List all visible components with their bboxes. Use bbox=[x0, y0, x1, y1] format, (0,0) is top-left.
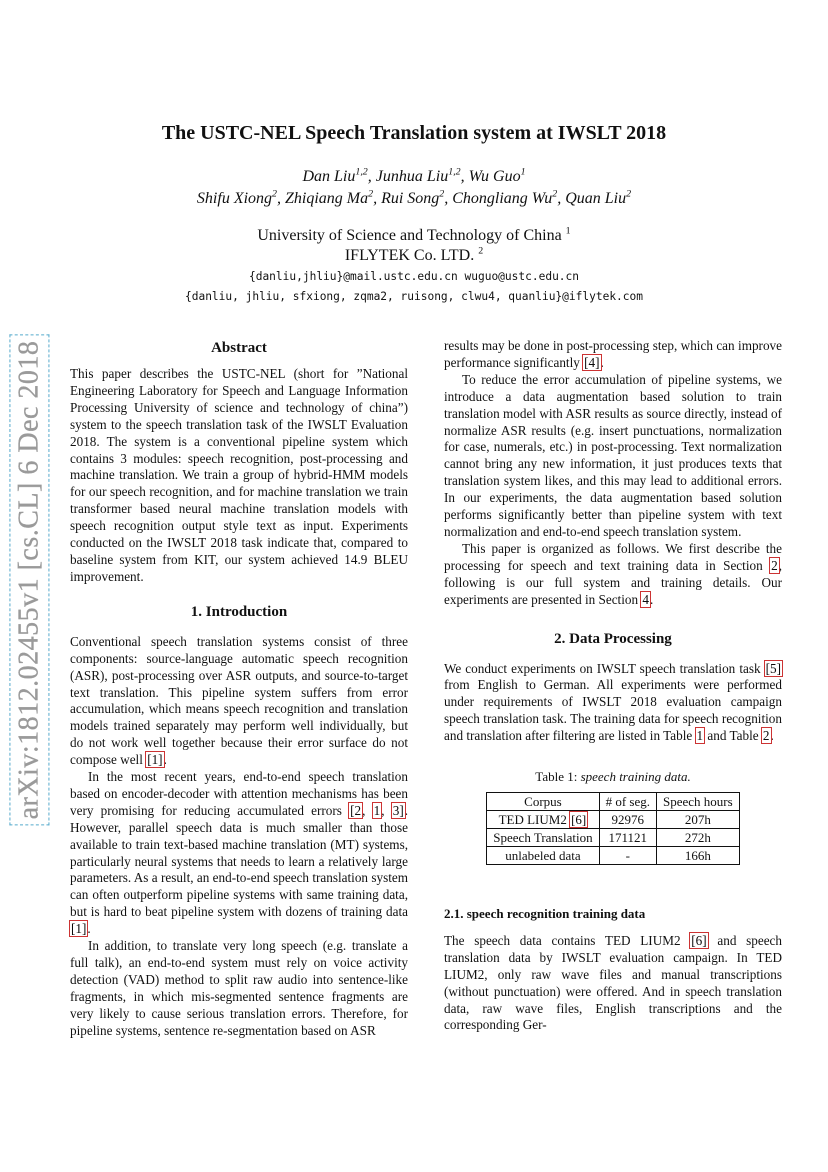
text-run: , bbox=[381, 802, 392, 818]
author-affil: 1,2 bbox=[448, 166, 461, 178]
table-cell-segments: - bbox=[599, 846, 656, 864]
table-row bbox=[487, 846, 739, 864]
author-sep: , bbox=[276, 190, 285, 207]
text-run: . bbox=[770, 728, 774, 744]
author-name: Zhiqiang Ma bbox=[284, 190, 369, 207]
citation-link[interactable]: [5] bbox=[765, 660, 781, 676]
column-header: Corpus bbox=[487, 792, 599, 810]
citation-link[interactable]: [1] bbox=[147, 752, 163, 768]
table-cell-hours: 166h bbox=[657, 846, 740, 864]
intro-paragraph-1 bbox=[70, 634, 408, 769]
intro-paragraph-4: To reduce the error accumulation of pipeline systems, we introduce a data augmentation based solution to train translation model with ASR results as source directly, instead of normalize ASR results (e.g. insert punctuations, normalization for case, numerals, etc.) in post-processing. Text normalization cannot bring any new information, it just produces texts that translation system likes, and this may lead to additional errors. In our experiments, the data augmentation based solution performs significantly better than pipeline system with text normalization and end-to-end speech translation system. bbox=[444, 371, 782, 539]
text-run: . bbox=[163, 752, 167, 768]
text-run: . bbox=[600, 354, 604, 370]
affiliation bbox=[0, 246, 828, 266]
author-sep: , bbox=[373, 190, 382, 207]
table-row bbox=[487, 828, 739, 846]
intro-paragraph-3: In addition, to translate very long speech (e.g. translate a full talk), an end-to-end system must rely on voice activity detection (VAD) method to split raw audio into sentence-like fragments, in which mis-segmented sentence fragments are very likely to cause serious translation errors. Therefore, for pipeline systems, sentence re-segmentation based on ASR bbox=[70, 938, 408, 1038]
table-cell-hours: 272h bbox=[657, 828, 740, 846]
arxiv-stamp bbox=[2, 340, 56, 820]
data-processing-paragraph bbox=[444, 661, 782, 746]
citation-link[interactable]: [6] bbox=[571, 811, 587, 827]
author-name: Junhua Liu bbox=[375, 168, 449, 185]
table-cell-segments: 171121 bbox=[599, 828, 656, 846]
email-line[interactable]: {danliu, jhliu, sfxiong, zqma2, ruisong, clwu4, quanliu}@iflytek.com bbox=[184, 290, 643, 303]
author-line-1 bbox=[0, 166, 828, 188]
text-run: , following is our full system and training details. Our experiments are presented in Section bbox=[444, 557, 782, 607]
affiliation-mark: 2 bbox=[478, 245, 484, 257]
author-sep: , bbox=[557, 190, 566, 207]
author-affil: 2 bbox=[272, 188, 277, 200]
text-run: . bbox=[649, 591, 654, 607]
intro-paragraph-5 bbox=[444, 541, 782, 609]
table-cell-corpus: unlabeled data bbox=[487, 846, 599, 864]
citation-link[interactable]: [4] bbox=[584, 354, 600, 370]
table-row bbox=[487, 810, 739, 828]
column-header: Speech hours bbox=[657, 792, 740, 810]
affiliation-name: University of Science and Technology of China bbox=[257, 227, 562, 244]
text-run: . However, parallel speech data is much smaller than those available to train text-based machine translation (MT) systems, particularly neural systems that needs to learn a relatively large parameters. As a result, an end-to-end speech translation system can often outperform pipeline systems with same training data, but is hard to beat pipeline system with dozens of training data bbox=[70, 802, 409, 920]
intro-paragraph-2 bbox=[70, 769, 408, 938]
caption-text: speech training data. bbox=[580, 769, 691, 785]
table-header-row bbox=[487, 792, 739, 810]
citation-link[interactable]: [2 bbox=[350, 802, 362, 818]
citation-link[interactable]: [6] bbox=[691, 932, 707, 948]
arxiv-stamp-text[interactable]: arXiv:1812.02455v1 [cs.CL] 6 Dec 2018 bbox=[13, 340, 45, 820]
author-name: Quan Liu bbox=[565, 190, 627, 207]
author-name: Dan Liu bbox=[302, 168, 356, 185]
author-affil: 2 bbox=[626, 188, 632, 200]
text-run: This paper is organized as follows. We first describe the processing for speech and text training data in Section bbox=[444, 540, 782, 573]
left-column bbox=[70, 338, 408, 1040]
table-cell-corpus bbox=[487, 810, 599, 828]
section-heading-introduction: 1. Introduction bbox=[190, 603, 288, 620]
author-name: Shifu Xiong bbox=[196, 190, 273, 207]
section-link[interactable]: 4 bbox=[642, 591, 649, 607]
text-run: from English to German. All experiments were performed under requirements of IWSLT 2018 evaluation campaign speech translation task. The training data for speech recognition and translation after filtering are listed in Table bbox=[444, 677, 782, 744]
citation-link[interactable]: 3] bbox=[392, 802, 404, 818]
text-run: and speech translation data by IWSLT evaluation campaign. In TED LIUM2, only raw wave files and manual transcriptions (without punctuation) were offered. And in speech translation data, raw wave files, English transcriptions and the corresponding Ger- bbox=[444, 932, 783, 1033]
table-link[interactable]: 1 bbox=[696, 728, 704, 744]
subsection-heading-speech-recognition-data: 2.1. speech recognition training data bbox=[444, 905, 646, 921]
author-sep: , bbox=[444, 190, 453, 207]
table-cell-segments: 92976 bbox=[599, 810, 656, 828]
email-list bbox=[0, 267, 828, 307]
author-affil: 2 bbox=[368, 188, 374, 200]
author-line-2 bbox=[0, 188, 828, 210]
table-link[interactable]: 2 bbox=[762, 728, 770, 744]
section-link[interactable]: 2 bbox=[771, 557, 778, 573]
cell-text: TED LIUM2 bbox=[498, 811, 571, 827]
speech-training-data-table bbox=[486, 792, 739, 865]
intro-continued-paragraph bbox=[444, 338, 782, 372]
affiliation-list bbox=[0, 226, 828, 266]
author-name: Wu Guo bbox=[468, 168, 521, 185]
affiliation bbox=[0, 226, 828, 246]
right-column bbox=[444, 338, 782, 1034]
text-run: The speech data contains TED LIUM2 bbox=[444, 932, 691, 948]
speech-data-paragraph bbox=[444, 933, 782, 1034]
citation-link[interactable]: 1 bbox=[373, 802, 381, 818]
author-affil: 1 bbox=[520, 166, 526, 178]
text-run: . bbox=[87, 921, 91, 937]
author-affil: 2 bbox=[552, 188, 558, 200]
text-run: In the most recent years, end-to-end speech translation based on encoder-decoder with attention mechanisms has been very promising for reducing accumulated errors bbox=[70, 769, 408, 818]
text-run: Conventional speech translation systems consist of three components: source-language automatic speech recognition (ASR), post-processing over ASR outputs, and source-to-target text translation. This pipeline system suffers from error accumulation, which means speech recognition and translation models trained separately may perform well individually, but do not work well together because their error surface do not compose well bbox=[70, 633, 408, 768]
author-sep: , bbox=[460, 168, 469, 185]
email-line[interactable]: {danliu,jhliu}@mail.ustc.edu.cn wuguo@ustc.edu.cn bbox=[248, 270, 580, 283]
author-list bbox=[0, 166, 828, 210]
text-run: and Table bbox=[704, 728, 762, 744]
table-cell-corpus: Speech Translation bbox=[487, 828, 599, 846]
author-affil: 2 bbox=[439, 188, 445, 200]
abstract-heading: Abstract bbox=[211, 340, 267, 356]
caption-label: Table 1: bbox=[535, 769, 581, 785]
author-name: Rui Song bbox=[381, 190, 440, 207]
column-header: # of seg. bbox=[599, 792, 656, 810]
text-run: results may be done in post-processing step, which can improve performance significantly bbox=[444, 338, 782, 370]
affiliation-name: IFLYTEK Co. LTD. bbox=[344, 247, 475, 264]
paper-title: The USTC-NEL Speech Translation system at IWSLT 2018 bbox=[161, 122, 667, 144]
author-affil: 1,2 bbox=[355, 166, 368, 178]
table-1-caption bbox=[444, 769, 782, 786]
author-name: Chongliang Wu bbox=[452, 190, 553, 207]
table-cell-hours: 207h bbox=[657, 810, 740, 828]
section-heading-data-processing: 2. Data Processing bbox=[554, 630, 672, 647]
affiliation-mark: 1 bbox=[565, 225, 571, 237]
text-run: We conduct experiments on IWSLT speech translation task bbox=[444, 660, 765, 676]
text-run: , bbox=[362, 802, 373, 818]
abstract-text: This paper describes the USTC-NEL (short for ”National Engineering Laboratory for Speech and Language Information Processing University of science and technology of china”) system to the speech translation task of the IWSLT Evaluation 2018. The system is a conventional pipeline system which contains 3 modules: speech recognition, post-processing and machine translation. We train a group of hybrid-HMM models for our speech recognition, and for machine translation we train transformer based neural machine translation models with speech recognition output style text as input. Experiments conducted on the IWSLT 2018 task indicate that, compared to baseline system from KIT, our system achieved 14.9 BLEU improvement. bbox=[70, 366, 408, 584]
citation-link[interactable]: [1] bbox=[71, 921, 87, 937]
author-sep: , bbox=[367, 168, 376, 185]
